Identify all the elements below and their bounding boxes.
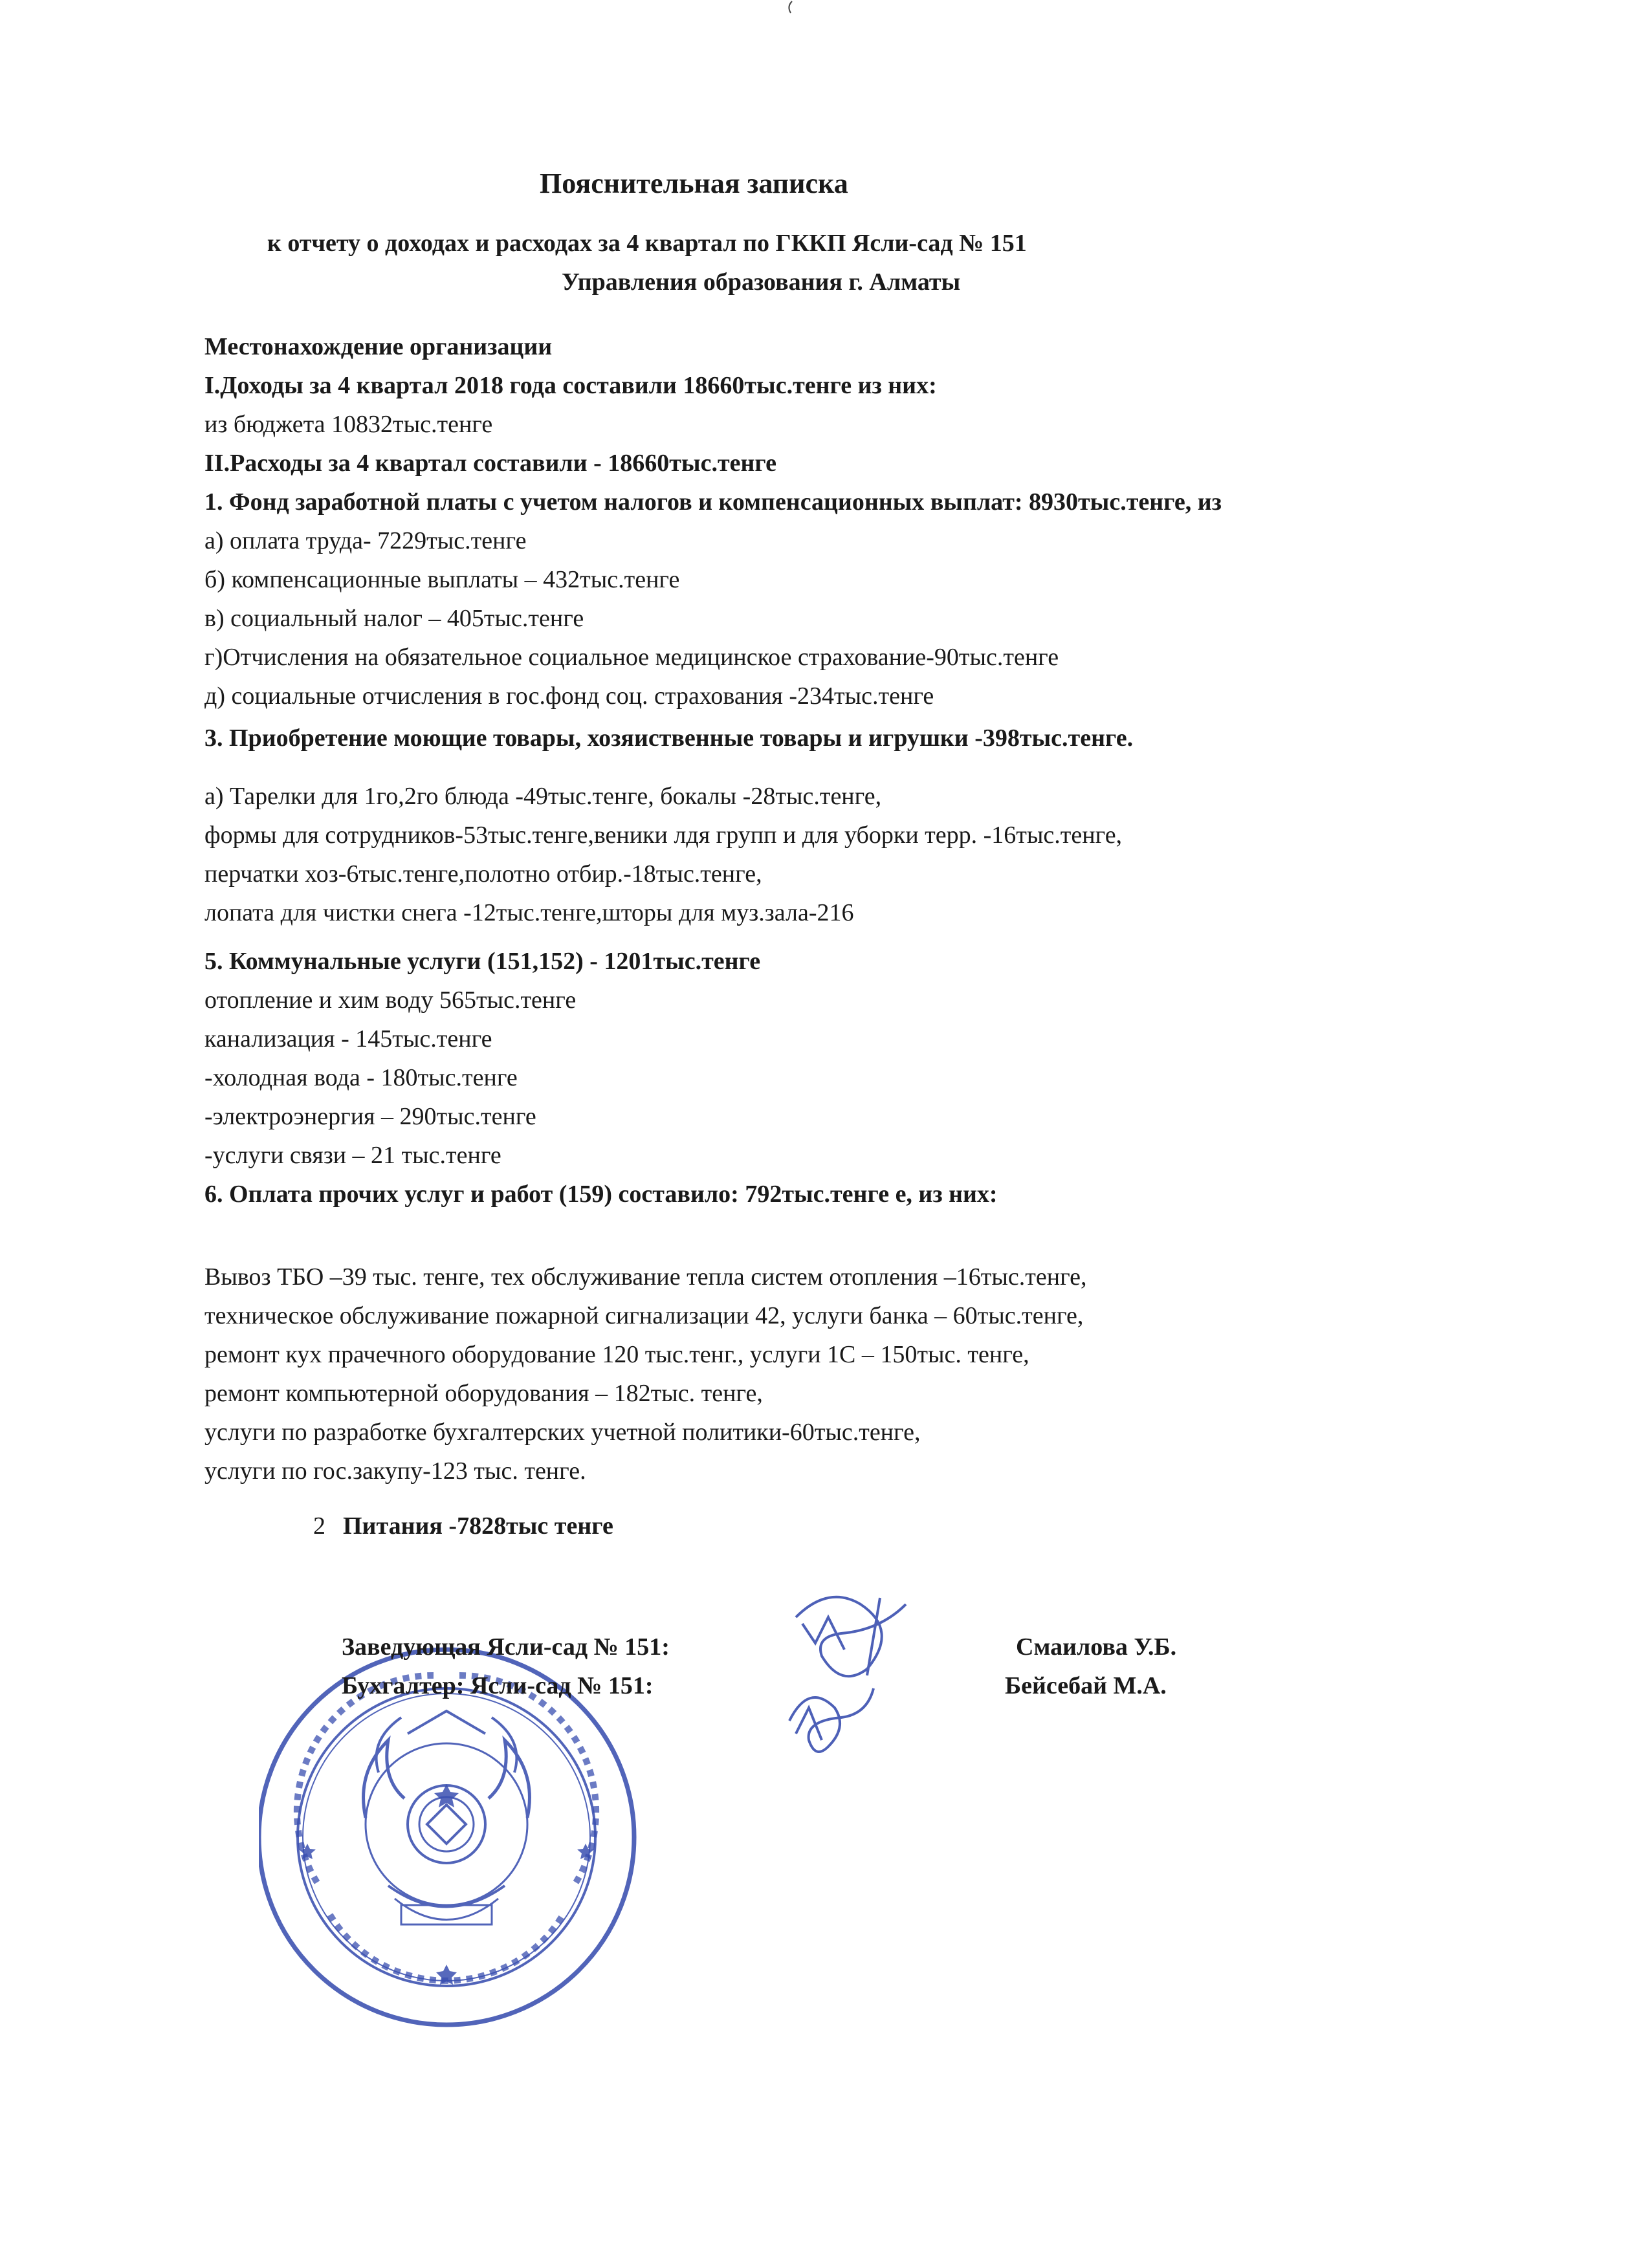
income-heading: I.Доходы за 4 квартал 2018 года составили 18660тыс.тенге из них:	[204, 372, 937, 399]
section6-heading: 6. Оплата прочих услуг и работ (159) составило: 792тыс.тенге е, из них:	[204, 1181, 998, 1208]
section1-item: в) социальный налог – 405тыс.тенге	[204, 605, 584, 632]
section6-line: Вывоз ТБО –39 тыс. тенге, тех обслуживание тепла систем отопления –16тыс.тенге,	[204, 1263, 1087, 1291]
official-seal-stamp	[259, 1578, 912, 2167]
head-name: Смаилова У.Б.	[1016, 1633, 1177, 1661]
scan-artifact-mark	[783, 0, 796, 14]
section5-item: канализация - 145тыс.тенге	[204, 1025, 492, 1052]
accountant-name: Бейсебай М.А.	[1005, 1672, 1167, 1699]
section5-item: -электроэнергия – 290тыс.тенге	[204, 1103, 536, 1130]
subtitle-line-2: Управления образования г. Алматы	[562, 268, 961, 296]
section3-line: формы для сотрудников-53тыс.тенге,веники лдя групп и для уборки терр. -16тыс.тенге,	[204, 822, 1123, 849]
section5-item: -холодная вода - 180тыс.тенге	[204, 1064, 518, 1091]
subtitle-line-1: к отчету о доходах и расходах за 4 квартал по ГККП Ясли-сад № 151	[267, 230, 1027, 257]
section3-line: а) Тарелки для 1го,2го блюда -49тыс.тенге, бокалы -28тыс.тенге,	[204, 783, 882, 810]
section3-line: перчатки хоз-6тыс.тенге,полотно отбир.-18тыс.тенге,	[204, 860, 762, 888]
section1-item: д) социальные отчисления в гос.фонд соц. страхования -234тыс.тенге	[204, 682, 934, 710]
section6-line: ремонт кух прачечного оборудование 120 тыс.тенг., услуги 1С – 150тыс. тенге,	[204, 1341, 1029, 1368]
document-title: Пояснительная записка	[540, 168, 848, 199]
location-heading: Местонахождение организации	[204, 333, 553, 360]
section5-heading: 5. Коммунальные услуги (151,152) - 1201тыс.тенге	[204, 948, 761, 975]
section5-item: -услуги связи – 21 тыс.тенге	[204, 1142, 501, 1169]
head-role: Заведующая Ясли-сад № 151:	[342, 1633, 670, 1661]
section5-item: отопление и хим воду 565тыс.тенге	[204, 987, 577, 1014]
section3-line: лопата для чистки снега -12тыс.тенге,шторы для муз.зала-216	[204, 899, 854, 926]
section6-line: услуги по разработке бухгалтерских учетной политики-60тыс.тенге,	[204, 1419, 921, 1446]
accountant-role: Бухгалтер: Ясли-сад № 151:	[342, 1672, 654, 1699]
section6-line: ремонт компьютерной оборудования – 182тыс. тенге,	[204, 1380, 763, 1407]
section3-heading: 3. Приобретение моющие товары, хозяиственные товары и игрушки -398тыс.тенге.	[204, 725, 1134, 752]
food-label: Питания -7828тыс тенге	[343, 1512, 613, 1540]
section1-item: а) оплата труда- 7229тыс.тенге	[204, 527, 527, 554]
expenses-heading: II.Расходы за 4 квартал составили - 18660тыс.тенге	[204, 450, 777, 477]
section6-line: техническое обслуживание пожарной сигнализации 42, услуги банка – 60тыс.тенге,	[204, 1302, 1084, 1329]
section1-item: б) компенсационные выплаты – 432тыс.тенге	[204, 566, 680, 593]
income-budget: из бюджета 10832тыс.тенге	[204, 411, 493, 438]
food-number: 2	[313, 1512, 325, 1540]
section6-line: услуги по гос.закупу-123 тыс. тенге.	[204, 1457, 586, 1485]
section1-heading: 1. Фонд заработной платы с учетом налогов и компенсационных выплат: 8930тыс.тенге, из	[204, 488, 1222, 516]
section1-item: г)Отчисления на обязательное социальное медицинское страхование-90тыс.тенге	[204, 644, 1059, 671]
